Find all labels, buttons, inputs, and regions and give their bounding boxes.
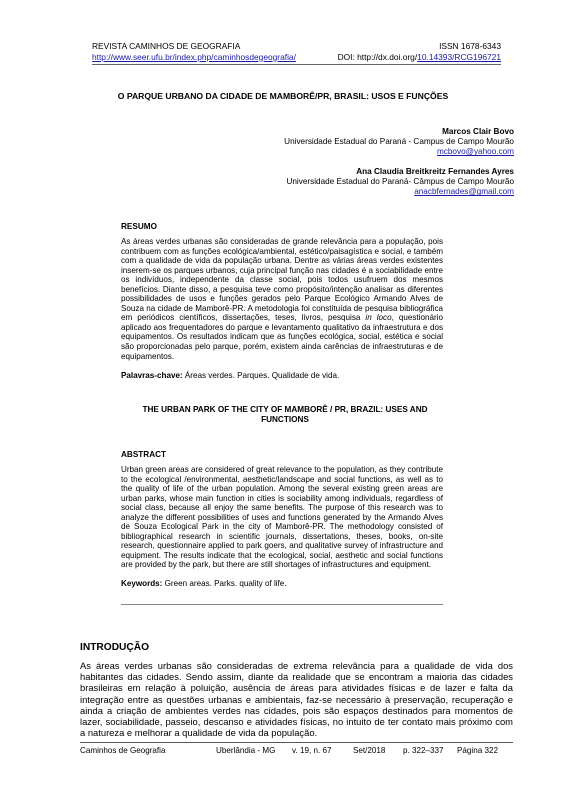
keywords-text: Green areas. Parks. quality of life.: [162, 579, 287, 588]
keywords-label: Palavras-chave:: [121, 371, 183, 380]
resumo-text: As áreas verdes urbanas são consideradas de grande relevância para a população, pois contribuem com as funções ecológica/ambiental, estético/paisagística e social, e também com a qualidade de vida da população urbana. Dentre as várias áreas verdes existentes inserem-se os parques urbanos, cuja principal função nas cidades é a sociabilidade entre os indivíduos, independente da classe social, pois todos usufruem dos mesmos benefícios. Diante disso, a pesquisa teve como propósito/intenção analisar as diferentes possibilidades de usos e funções gerados pelo Parque Ecológico Armando Alves de Souza na cidade de Mamborê-PR. A metodologia foi constituída de pesquisa bibliográfica em periódicos científicos, dissertações, teses, livros, pesquisa in loco, questionário aplicado aos frequentadores do parque e levantamento qualitativo da infraestrutura e dos equipamentos. Os resultados indicam que as funções ecológica, social, estética e social são proporcionadas pelo parque, porém, existem ainda carências de infraestruturas e de equipamentos.: [121, 237, 443, 361]
footer-city: Uberlândia - MG: [216, 746, 276, 755]
issn: ISSN 1678-6343: [439, 41, 501, 51]
journal-name: REVISTA CAMINHOS DE GEOGRAFIA: [92, 41, 241, 51]
header-divider: [92, 64, 501, 65]
footer-page-number: Página 322: [457, 746, 498, 755]
doi: [338, 52, 501, 63]
paper-title: O PARQUE URBANO DA CIDADE DE MAMBORÊ/PR, BRASIL: USOS E FUNÇÕES: [117, 91, 449, 101]
author-block: [284, 127, 514, 158]
keywords-label: Keywords:: [121, 579, 163, 588]
abstract-text: Urban green areas are considered of great relevance to the population, as they contribute to the ecological /environmental, aesthetic/landscape and social functions, as well as to the quality of life of the urban population. Among the several existing green areas are urban parks, whose main function in cities is sociability among individuals, regardless of social class, because all enjoy the same benefits. The purpose of this research was to analyze the different possibilities of uses and functions generated by the Armando Alves de Souza Ecological Park in the city of Mamborê-PR. The methodology consisted of bibliographical research in scientific journals, dissertations, theses, books, on-site research, questionnaire applied to park goers, and qualitative survey of infrastructure and equipment. The results indicate that the ecological, social, aesthetic and social functions are provided by the park, but there are still shortages of infrastructures and equipment.: [121, 465, 443, 570]
footer-date: Set/2018: [353, 746, 386, 755]
footer-divider: [80, 742, 513, 743]
footer-pages: p. 322–337: [403, 746, 444, 755]
abstract-keywords: [121, 579, 443, 588]
resumo-keywords: [121, 371, 443, 380]
header-left: [92, 41, 296, 62]
author-block: [286, 167, 514, 198]
english-title: THE URBAN PARK OF THE CITY OF MAMBORÊ / PR, BRAZIL: USES AND FUNCTIONS: [142, 405, 428, 424]
author-email-link[interactable]: mcbovo@yahoo.com: [436, 147, 514, 157]
intro-heading: INTRODUÇÃO: [80, 642, 150, 653]
doi-prefix: DOI: http://dx.doi.org/: [337, 51, 418, 62]
journal-url-link[interactable]: http://www.seer.ufu.br/index.php/caminhosdegeografia/: [92, 51, 296, 62]
author-affiliation: Universidade Estadual do Paraná - Campus de Campo Mourão: [284, 137, 514, 147]
footer-volume: v. 19, n. 67: [292, 746, 332, 755]
author-name: Ana Claudia Breitkreitz Fernandes Ayres: [356, 167, 514, 176]
intro-text: As áreas verdes urbanas são consideradas de extrema relevância para a qualidade de vida dos habitantes das cidades. Sendo assim, diante da realidade que se encontram a maioria das cidades brasileiras em relação à poluição, ausência de áreas para atividades físicas e de lazer e falta da integração entre as questões urbanas e ambientais, faz-se necessário à preservação, recuperação e ainda a criação de ambientes verdes nas cidades, pois são espaços destinados para momentos de lazer, sociabilidade, passeio, descanso e atividades físicas, no intuito de ter contato mais próximo com a natureza e melhorar a qualidade de vida da população.: [80, 660, 513, 739]
keywords-text: Áreas verdes. Parques. Qualidade de vida.: [182, 371, 340, 380]
author-name: Marcos Clair Bovo: [442, 127, 514, 136]
doi-link[interactable]: 10.14393/RCG196721: [417, 51, 501, 62]
author-email-link[interactable]: anacbfernades@gmail.com: [414, 187, 514, 197]
author-affiliation: Universidade Estadual do Paraná- Câmpus de Campo Mourão: [286, 177, 514, 187]
header-right: [338, 41, 501, 62]
abstract-heading: ABSTRACT: [121, 450, 167, 459]
resumo-heading: RESUMO: [121, 222, 157, 231]
footer-journal: Caminhos de Geografia: [80, 746, 166, 755]
section-divider: [121, 604, 443, 605]
